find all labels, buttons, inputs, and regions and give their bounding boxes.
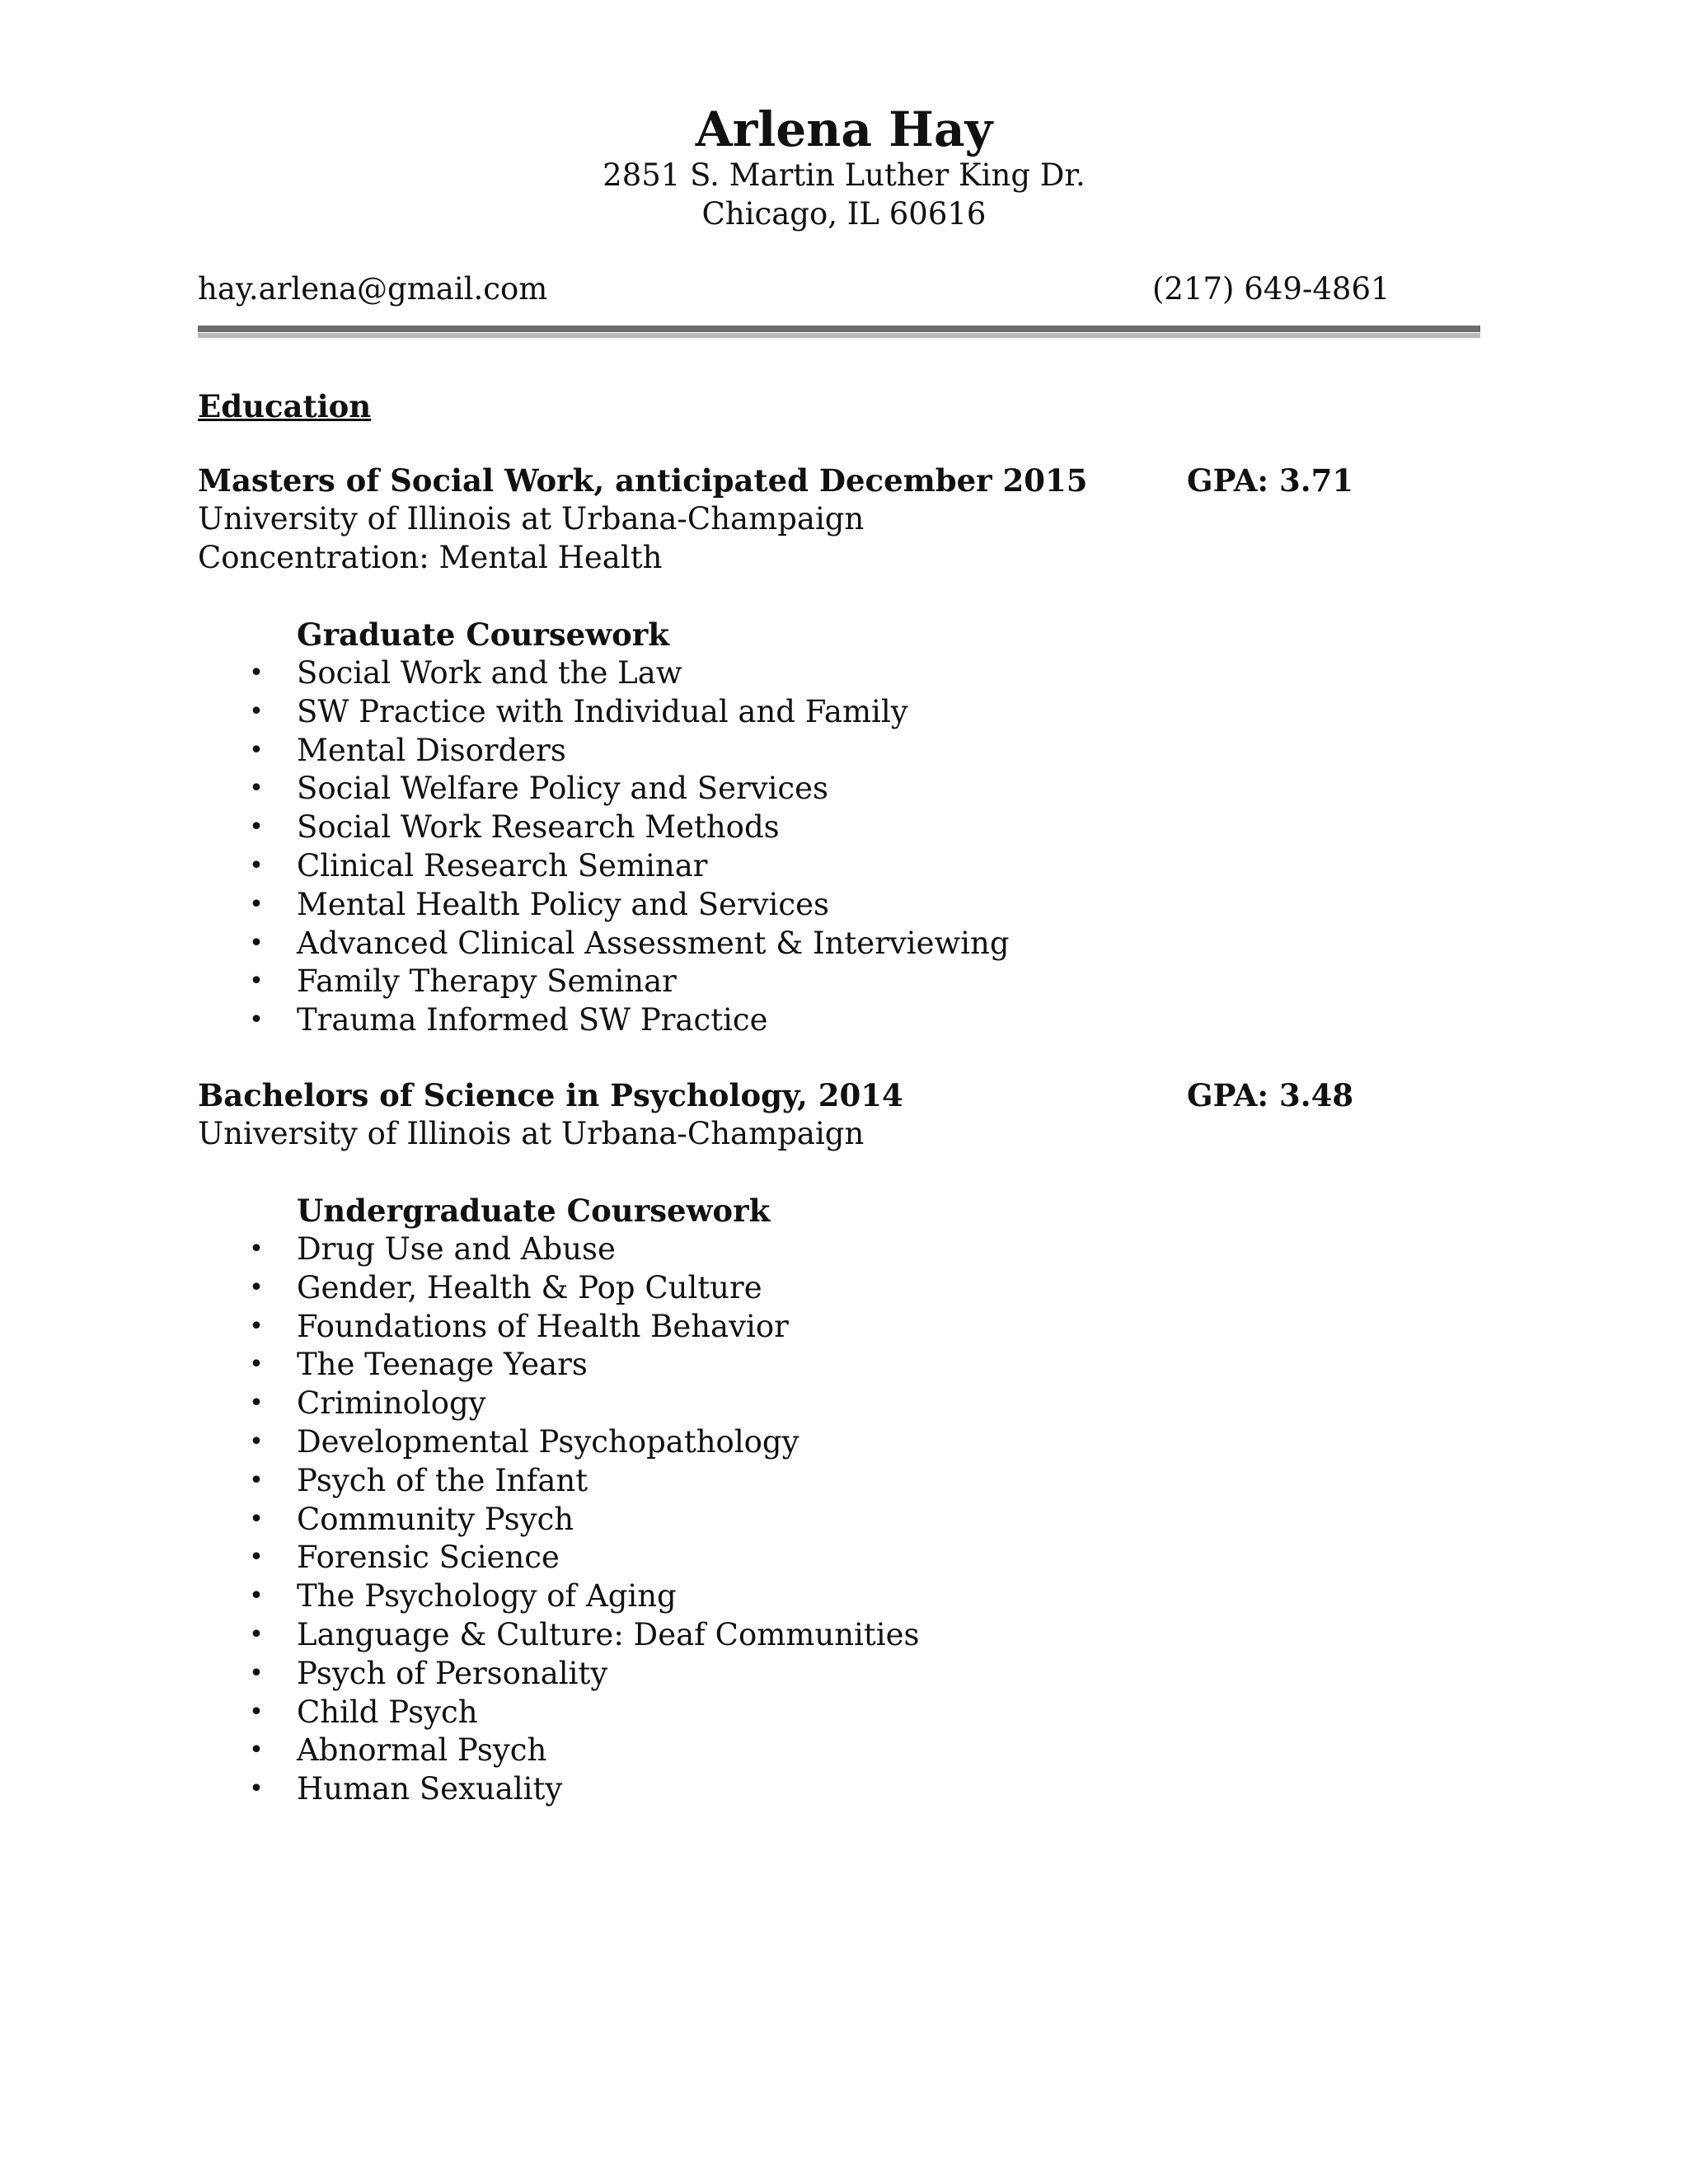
bullet-icon: • [249, 1774, 264, 1804]
candidate-name: Arlena Hay [695, 101, 993, 157]
address-line-2: Chicago, IL 60616 [701, 196, 987, 232]
bachelors-school: University of Illinois at Urbana-Champaign [198, 1116, 865, 1151]
bullet-icon: • [249, 1427, 264, 1456]
course-name: Psych of the Infant [297, 1462, 588, 1498]
bullet-icon: • [249, 1465, 264, 1495]
address-line-1: 2851 S. Martin Luther King Dr. [603, 157, 1085, 193]
course-name: Criminology [297, 1385, 486, 1422]
bullet-icon: • [249, 1697, 264, 1727]
bachelors-gpa: GPA: 3.48 [1187, 1077, 1354, 1113]
bullet-icon: • [249, 1736, 264, 1765]
masters-concentration: Concentration: Mental Health [198, 540, 663, 575]
bullet-icon: • [249, 813, 264, 842]
course-name: Clinical Research Seminar [297, 847, 708, 883]
course-name: Advanced Clinical Assessment & Interviewing [297, 925, 1010, 961]
course-name: Drug Use and Abuse [297, 1231, 616, 1267]
course-name: Developmental Psychopathology [297, 1423, 799, 1460]
course-name: The Psychology of Aging [297, 1578, 677, 1615]
bullet-icon: • [249, 1311, 264, 1341]
course-name: Human Sexuality [297, 1771, 563, 1807]
header-divider [198, 326, 1480, 332]
course-name: Trauma Informed SW Practice [297, 1002, 768, 1038]
graduate-coursework-heading: Graduate Coursework [297, 616, 669, 653]
masters-degree-title: Masters of Social Work, anticipated December 2015 [198, 462, 1088, 499]
course-name: Family Therapy Seminar [297, 963, 677, 1000]
course-name: Community Psych [297, 1501, 574, 1537]
course-name: Mental Health Policy and Services [297, 886, 829, 922]
course-name: The Teenage Years [297, 1347, 588, 1383]
bullet-icon: • [249, 1582, 264, 1611]
bullet-icon: • [249, 889, 264, 919]
bullet-icon: • [249, 1543, 264, 1572]
course-name: Psych of Personality [297, 1655, 608, 1691]
bullet-icon: • [249, 1504, 264, 1534]
bullet-icon: • [249, 1619, 264, 1649]
bachelors-degree-title: Bachelors of Science in Psychology, 2014 [198, 1077, 903, 1113]
course-name: SW Practice with Individual and Family [297, 693, 908, 729]
course-name: Language & Culture: Deaf Communities [297, 1616, 920, 1652]
header-divider-shadow [198, 333, 1480, 338]
bullet-icon: • [249, 1658, 264, 1688]
education-heading: Education [198, 388, 372, 424]
bullet-icon: • [249, 735, 264, 765]
masters-school: University of Illinois at Urbana-Champaign [198, 501, 865, 537]
bullet-icon: • [249, 774, 264, 804]
bullet-icon: • [249, 1350, 264, 1380]
bullet-icon: • [249, 928, 264, 958]
course-name: Child Psych [297, 1694, 478, 1730]
bullet-icon: • [249, 1272, 264, 1302]
bullet-icon: • [249, 658, 264, 687]
course-name: Gender, Health & Pop Culture [297, 1269, 762, 1305]
phone-number: (217) 649-4861 [1152, 271, 1390, 307]
course-name: Forensic Science [297, 1540, 560, 1576]
bullet-icon: • [249, 1005, 264, 1035]
course-name: Abnormal Psych [297, 1732, 547, 1769]
email-address: hay.arlena@gmail.com [198, 271, 548, 307]
masters-gpa: GPA: 3.71 [1187, 462, 1354, 499]
bullet-icon: • [249, 696, 264, 726]
course-name: Mental Disorders [297, 732, 566, 768]
bullet-icon: • [249, 851, 264, 880]
course-name: Social Work Research Methods [297, 809, 780, 846]
undergraduate-coursework-heading: Undergraduate Coursework [297, 1193, 771, 1229]
bullet-icon: • [249, 967, 264, 996]
course-name: Social Work and the Law [297, 655, 682, 691]
course-name: Social Welfare Policy and Services [297, 771, 829, 807]
course-name: Foundations of Health Behavior [297, 1308, 789, 1344]
bullet-icon: • [249, 1235, 264, 1263]
bullet-icon: • [249, 1389, 264, 1418]
